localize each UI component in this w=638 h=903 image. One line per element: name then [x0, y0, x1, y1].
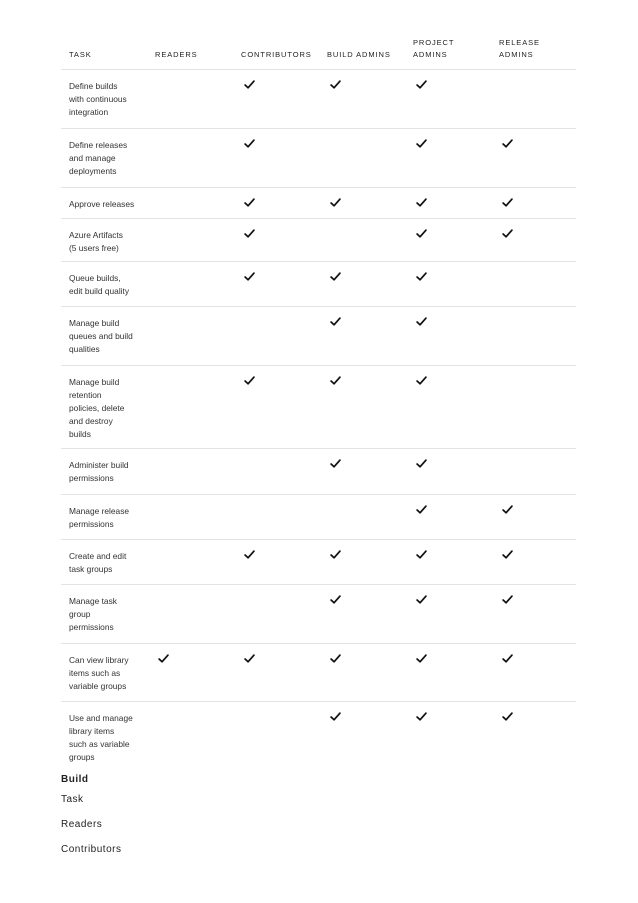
checkmark-icon — [416, 375, 428, 387]
table-body — [61, 70, 576, 774]
checkmark-icon — [416, 504, 428, 516]
task-label-line: items such as — [69, 668, 121, 678]
task-label-line: permissions — [69, 519, 114, 529]
checkmark-icon — [330, 375, 342, 387]
checkmark-icon — [244, 79, 256, 91]
checkmark-icon — [502, 504, 514, 516]
checkmark-icon — [416, 271, 428, 283]
task-label-line: groups — [69, 752, 95, 762]
task-label — [69, 459, 141, 485]
task-label-line: retention — [69, 390, 102, 400]
table-row — [61, 262, 576, 307]
task-label-line: and destroy — [69, 416, 113, 426]
task-label-line: Use and manage — [69, 713, 133, 723]
checkmark-icon — [416, 653, 428, 665]
checkmark-icon — [330, 316, 342, 328]
task-label-line: (5 users free) — [69, 243, 119, 253]
table-row — [61, 449, 576, 495]
checkmark-icon — [330, 653, 342, 665]
checkmark-icon — [502, 138, 514, 150]
table-row — [61, 644, 576, 702]
checkmark-icon — [330, 549, 342, 561]
task-label — [69, 505, 141, 531]
permissions-table — [61, 30, 576, 774]
checkmark-icon — [502, 653, 514, 665]
task-label-line: integration — [69, 107, 109, 117]
checkmark-icon — [416, 458, 428, 470]
task-label-line: edit build quality — [69, 286, 130, 296]
table-row — [61, 366, 576, 449]
checkmark-icon — [244, 375, 256, 387]
checkmark-icon — [502, 228, 514, 240]
task-label — [69, 80, 141, 119]
task-label-line: and manage — [69, 153, 116, 163]
task-label — [69, 712, 141, 764]
checkmark-icon — [244, 271, 256, 283]
table-header — [61, 30, 576, 70]
checkmark-icon — [244, 549, 256, 561]
task-label — [69, 595, 141, 634]
header-task: TASK — [69, 50, 92, 59]
header-contributors: CONTRIBUTORS — [241, 50, 312, 59]
task-label-line: Administer build — [69, 460, 129, 470]
checkmark-icon — [416, 197, 428, 209]
task-label-line: task groups — [69, 564, 113, 574]
checkmark-icon — [502, 711, 514, 723]
task-label-line: Manage build — [69, 318, 120, 328]
table-row — [61, 307, 576, 366]
table-row — [61, 540, 576, 585]
checkmark-icon — [244, 653, 256, 665]
checkmark-icon — [330, 711, 342, 723]
task-label-line: Approve releases — [69, 199, 135, 209]
task-label-line: Define builds — [69, 81, 118, 91]
task-label-line: Azure Artifacts — [69, 230, 123, 240]
table-row — [61, 188, 576, 219]
checkmark-icon — [330, 79, 342, 91]
checkmark-icon — [416, 316, 428, 328]
task-label — [69, 317, 141, 356]
header-project-admins: PROJECT ADMINS — [413, 38, 455, 59]
table-row — [61, 585, 576, 644]
task-label-line: Manage release — [69, 506, 130, 516]
checkmark-icon — [502, 549, 514, 561]
table-row — [61, 70, 576, 129]
task-label-line: qualities — [69, 344, 100, 354]
checkmark-icon — [502, 197, 514, 209]
table-row — [61, 129, 576, 188]
task-label-line: Create and edit — [69, 551, 127, 561]
header-release-admins: RELEASE ADMINS — [499, 38, 540, 59]
task-label-line: deployments — [69, 166, 117, 176]
task-label-line: policies, delete — [69, 403, 125, 413]
checkmark-icon — [244, 228, 256, 240]
table-row — [61, 495, 576, 540]
task-label-line: permissions — [69, 473, 114, 483]
task-label-line: builds — [69, 429, 91, 439]
task-label-line: library items — [69, 726, 115, 736]
after-item-task: Task — [61, 794, 84, 805]
checkmark-icon — [502, 594, 514, 606]
task-label-line: group — [69, 609, 91, 619]
header-build-admins: BUILD ADMINS — [327, 50, 391, 59]
table-row — [61, 702, 576, 774]
task-label-line: with continuous — [69, 94, 127, 104]
checkmark-icon — [416, 228, 428, 240]
task-label-line: Queue builds, — [69, 273, 121, 283]
section-heading-build: Build — [61, 774, 89, 785]
checkmark-icon — [244, 138, 256, 150]
checkmark-icon — [330, 197, 342, 209]
checkmark-icon — [330, 458, 342, 470]
checkmark-icon — [416, 549, 428, 561]
after-item-contributors: Contributors — [61, 844, 122, 855]
checkmark-icon — [158, 653, 170, 665]
task-label-line: Manage task — [69, 596, 117, 606]
task-label-line: Manage build — [69, 377, 120, 387]
task-label-line: queues and build — [69, 331, 133, 341]
task-label-line: permissions — [69, 622, 114, 632]
checkmark-icon — [416, 594, 428, 606]
checkmark-icon — [330, 271, 342, 283]
task-label — [69, 229, 141, 255]
task-label-line: Can view library — [69, 655, 129, 665]
checkmark-icon — [244, 197, 256, 209]
after-item-readers: Readers — [61, 819, 103, 830]
task-label — [69, 376, 141, 441]
checkmark-icon — [416, 138, 428, 150]
checkmark-icon — [416, 79, 428, 91]
header-readers: READERS — [155, 50, 198, 59]
task-label — [69, 139, 141, 178]
checkmark-icon — [416, 711, 428, 723]
task-label-line: such as variable — [69, 739, 130, 749]
task-label — [69, 654, 141, 693]
task-label — [69, 272, 141, 298]
task-label-line: Define releases — [69, 140, 128, 150]
table-row — [61, 219, 576, 262]
task-label — [69, 198, 141, 211]
checkmark-icon — [330, 594, 342, 606]
task-label-line: variable groups — [69, 681, 127, 691]
task-label — [69, 550, 141, 576]
